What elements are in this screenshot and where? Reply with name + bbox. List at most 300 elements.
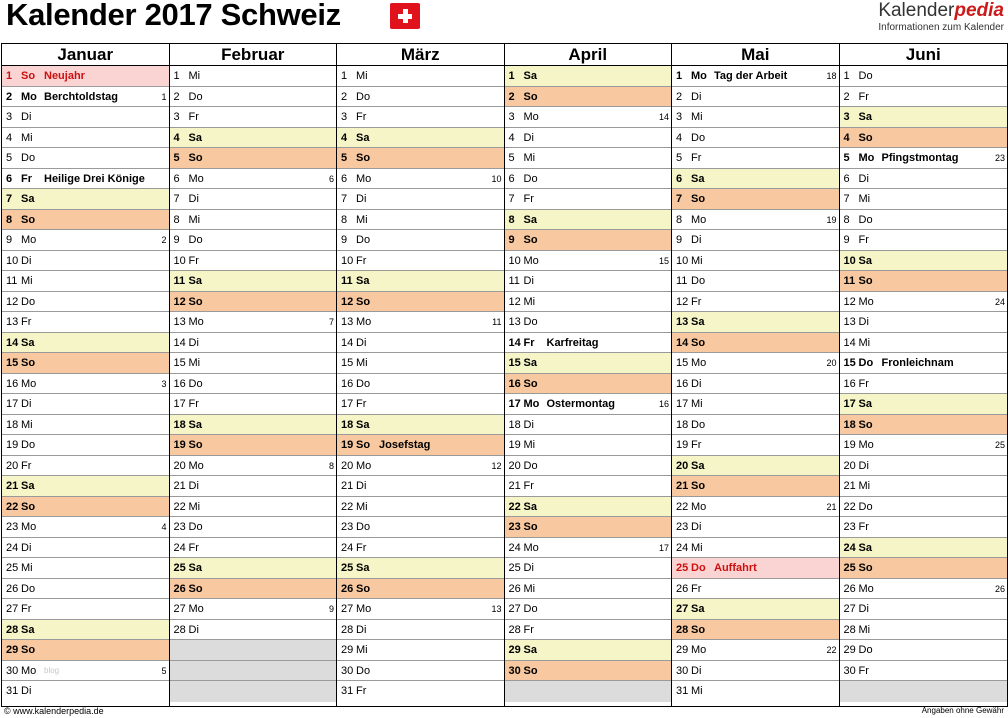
day-row — [2, 66, 169, 87]
weekday: Mo — [356, 603, 372, 615]
weekday: Di — [188, 623, 199, 636]
day-row — [2, 661, 169, 682]
holiday-name: Fronleichnam — [881, 357, 954, 369]
weekday: Sa — [356, 562, 370, 574]
day-number: 19 — [508, 439, 521, 451]
day-number: 6 — [843, 172, 850, 185]
weekday: Mo — [858, 295, 874, 308]
day-number: 3 — [173, 111, 180, 123]
day-row — [672, 558, 839, 579]
week-number: 21 — [826, 501, 837, 512]
weekday: Fr — [188, 254, 199, 267]
day-number: 13 — [173, 316, 186, 328]
weekday: Fr — [21, 459, 32, 472]
weekday: Fr — [356, 111, 367, 123]
day-row — [672, 517, 839, 538]
day-number: 24 — [676, 541, 689, 554]
day-number: 11 — [508, 275, 520, 287]
day-row — [337, 517, 504, 538]
weekday: Mi — [188, 500, 201, 513]
day-number: 7 — [173, 193, 180, 205]
day-number: 8 — [508, 213, 515, 226]
holiday-name: Ostermontag — [546, 398, 615, 410]
day-row — [170, 292, 337, 313]
day-number: 10 — [341, 254, 354, 267]
weekday: Di — [188, 193, 199, 205]
day-number: 15 — [508, 357, 521, 369]
day-row — [672, 681, 839, 702]
day-number: 7 — [508, 193, 515, 205]
day-row — [840, 271, 1008, 292]
weekday: Fr — [691, 439, 702, 451]
day-row — [170, 210, 337, 231]
weekday: Fr — [188, 541, 199, 554]
page-title: Kalender 2017 Schweiz — [6, 0, 341, 32]
copyright-link[interactable]: © www.kalenderpedia.de — [4, 706, 104, 716]
weekday: Mi — [21, 418, 33, 431]
day-row — [840, 353, 1008, 374]
day-row — [505, 312, 672, 333]
day-row — [2, 435, 169, 456]
holiday-name: Heilige Drei Könige — [44, 172, 145, 185]
weekday: Mo — [21, 234, 37, 246]
day-row — [337, 599, 504, 620]
weekday: Do — [858, 500, 873, 513]
weekday: Do — [356, 234, 371, 246]
weekday: Mi — [691, 398, 703, 410]
weekday: Mo — [691, 70, 707, 82]
day-row — [672, 148, 839, 169]
day-row — [505, 640, 672, 661]
day-row — [2, 189, 169, 210]
day-number: 21 — [173, 480, 186, 492]
weekday: Fr — [356, 685, 367, 697]
day-number: 4 — [508, 131, 515, 144]
weekday: Sa — [188, 131, 202, 144]
day-row — [505, 579, 672, 600]
day-number: 20 — [173, 459, 186, 472]
weekday: Mi — [858, 480, 871, 492]
weekday: Mo — [188, 459, 204, 472]
page-header — [0, 0, 1008, 42]
day-row — [672, 661, 839, 682]
day-number: 7 — [676, 193, 683, 205]
week-number: 20 — [826, 358, 837, 368]
day-row — [2, 374, 169, 395]
day-row — [672, 394, 839, 415]
empty-day-cell — [170, 681, 337, 702]
day-number: 1 — [508, 70, 515, 82]
day-number: 12 — [508, 295, 521, 308]
week-number: 16 — [658, 399, 669, 409]
weekday: Mi — [858, 193, 871, 205]
page-footer — [0, 705, 1008, 718]
day-number: 18 — [508, 418, 521, 431]
day-number: 27 — [173, 603, 186, 615]
holiday-name: Auffahrt — [714, 562, 757, 574]
weekday: Sa — [523, 500, 537, 513]
day-row — [2, 353, 169, 374]
day-row — [505, 271, 672, 292]
day-number: 29 — [676, 644, 689, 656]
weekday: Sa — [188, 562, 202, 574]
day-row — [337, 497, 504, 518]
day-number: 31 — [6, 685, 19, 697]
day-row — [840, 661, 1008, 682]
brand-prefix: Kalender — [878, 0, 955, 21]
day-number: 28 — [843, 623, 856, 636]
day-number: 15 — [6, 357, 19, 369]
weekday: Fr — [858, 521, 869, 533]
day-number: 16 — [676, 377, 689, 390]
day-row — [2, 128, 169, 149]
day-row — [337, 87, 504, 108]
day-number: 3 — [508, 111, 515, 123]
day-number: 2 — [508, 90, 515, 103]
weekday: Mi — [691, 685, 703, 697]
holiday-name: Josefstag — [379, 439, 431, 451]
day-number: 9 — [676, 234, 683, 246]
day-row — [505, 107, 672, 128]
day-row — [672, 210, 839, 231]
weekday: Do — [188, 234, 203, 246]
day-row — [170, 251, 337, 272]
day-number: 20 — [508, 459, 521, 472]
day-row — [505, 661, 672, 682]
day-number: 2 — [676, 90, 683, 103]
day-number: 14 — [843, 336, 856, 349]
day-row — [337, 620, 504, 641]
day-number: 10 — [676, 254, 689, 267]
weekday: Sa — [858, 254, 872, 267]
weekday: Do — [858, 357, 874, 369]
day-number: 5 — [173, 152, 180, 164]
day-row — [840, 230, 1008, 251]
weekday: Do — [523, 316, 538, 328]
week-number: 26 — [994, 583, 1005, 594]
day-number: 4 — [676, 131, 683, 144]
day-row — [170, 558, 337, 579]
day-row — [170, 456, 337, 477]
weekday: Fr — [523, 336, 535, 349]
weekday: Di — [691, 664, 702, 677]
day-number: 5 — [843, 152, 850, 164]
day-number: 3 — [341, 111, 348, 123]
weekday: Mo — [523, 254, 539, 267]
day-number: 10 — [843, 254, 856, 267]
weekday: Di — [21, 685, 32, 697]
weekday: Mo — [691, 213, 707, 226]
weekday: Sa — [188, 418, 202, 431]
day-number: 23 — [508, 521, 521, 533]
weekday: Fr — [858, 377, 869, 390]
day-number: 19 — [6, 439, 19, 451]
day-number: 15 — [843, 357, 856, 369]
day-number: 27 — [6, 603, 19, 615]
day-row — [840, 538, 1008, 559]
disclaimer: Angaben ohne Gewähr — [921, 706, 1004, 715]
day-number: 18 — [843, 418, 856, 431]
month-column-april — [505, 44, 673, 706]
day-row — [170, 189, 337, 210]
day-row — [337, 435, 504, 456]
day-number: 8 — [173, 213, 180, 226]
day-number: 6 — [676, 172, 683, 185]
weekday: Mo — [523, 541, 539, 554]
day-row — [505, 497, 672, 518]
weekday: Do — [691, 131, 706, 144]
weekday: Sa — [691, 172, 705, 185]
weekday: Mi — [356, 213, 368, 226]
weekday: Do — [691, 418, 706, 431]
empty-day-cell — [505, 681, 672, 702]
weekday: Do — [21, 152, 36, 164]
day-number: 12 — [843, 295, 856, 308]
day-number: 21 — [843, 480, 856, 492]
weekday: Mi — [188, 70, 201, 82]
day-number: 25 — [6, 562, 19, 574]
weekday: Mi — [356, 644, 368, 656]
weekday: Do — [691, 562, 706, 574]
weekday: So — [21, 644, 36, 656]
day-number: 29 — [508, 644, 521, 656]
week-number: 24 — [994, 296, 1005, 307]
day-number: 22 — [676, 500, 689, 513]
day-number: 18 — [6, 418, 19, 431]
weekday: Mi — [21, 275, 33, 287]
weekday: Mi — [523, 295, 536, 308]
day-number: 10 — [173, 254, 186, 267]
day-number: 12 — [341, 295, 354, 308]
weekday: Mi — [188, 357, 201, 369]
weekday: Mi — [21, 131, 33, 144]
day-row — [337, 579, 504, 600]
weekday: Mi — [858, 336, 871, 349]
day-row — [337, 107, 504, 128]
weekday: So — [691, 336, 706, 349]
day-number: 2 — [6, 90, 13, 103]
day-row — [505, 374, 672, 395]
week-number: 11 — [492, 317, 502, 327]
weekday: Mi — [691, 111, 703, 123]
weekday: Mo — [188, 172, 204, 185]
day-row — [840, 128, 1008, 149]
weekday: So — [858, 562, 873, 574]
day-row — [170, 87, 337, 108]
day-number: 11 — [6, 275, 18, 287]
day-row — [505, 353, 672, 374]
weekday: So — [523, 664, 538, 677]
weekday: So — [356, 582, 371, 595]
day-row — [505, 292, 672, 313]
day-row — [337, 230, 504, 251]
week-number: 23 — [994, 153, 1005, 163]
day-number: 4 — [341, 131, 348, 144]
day-row — [2, 456, 169, 477]
month-header: März — [337, 44, 504, 66]
day-number: 1 — [6, 70, 13, 82]
day-row — [840, 456, 1008, 477]
weekday: Di — [523, 131, 534, 144]
day-number: 10 — [508, 254, 521, 267]
weekday: Sa — [858, 111, 872, 123]
day-number: 28 — [508, 623, 521, 636]
day-number: 25 — [508, 562, 521, 574]
day-number: 16 — [843, 377, 856, 390]
week-number: 8 — [328, 460, 334, 471]
day-row — [840, 415, 1008, 436]
day-number: 14 — [676, 336, 689, 349]
day-number: 16 — [173, 377, 186, 390]
day-number: 13 — [6, 316, 19, 328]
day-row — [2, 271, 169, 292]
day-row — [170, 620, 337, 641]
weekday: Mo — [691, 644, 707, 656]
weekday: Sa — [188, 275, 202, 287]
day-number: 9 — [6, 234, 13, 246]
weekday: Di — [523, 275, 534, 287]
week-number: 15 — [658, 255, 669, 266]
day-row — [672, 189, 839, 210]
day-row — [840, 640, 1008, 661]
day-row — [2, 169, 169, 190]
weekday: Mo — [21, 664, 37, 677]
day-row — [840, 66, 1008, 87]
weekday: Mo — [858, 439, 874, 451]
day-row — [337, 456, 504, 477]
day-row — [170, 435, 337, 456]
holiday-name: Pfingstmontag — [881, 152, 959, 164]
month-column-februar — [170, 44, 338, 706]
day-row — [170, 148, 337, 169]
weekday: Do — [858, 70, 873, 82]
day-row — [672, 620, 839, 641]
weekday: Mi — [523, 582, 536, 595]
day-row — [337, 312, 504, 333]
weekday: Sa — [691, 459, 705, 472]
day-row — [2, 599, 169, 620]
day-row — [170, 599, 337, 620]
day-number: 28 — [6, 623, 19, 636]
weekday: Di — [21, 254, 32, 267]
month-column-januar — [2, 44, 170, 706]
week-number: 18 — [826, 71, 837, 81]
week-number: 5 — [161, 665, 167, 676]
day-number: 18 — [341, 418, 354, 431]
weekday: Fr — [188, 111, 199, 123]
day-row — [672, 538, 839, 559]
day-row — [840, 107, 1008, 128]
day-row — [2, 394, 169, 415]
day-row — [672, 251, 839, 272]
weekday: Sa — [523, 213, 537, 226]
week-number: 13 — [491, 604, 502, 614]
day-row — [505, 230, 672, 251]
day-row — [840, 476, 1008, 497]
day-list — [170, 66, 337, 706]
day-number: 1 — [676, 70, 683, 82]
day-row — [337, 538, 504, 559]
weekday: Di — [356, 336, 367, 349]
weekday: Do — [21, 439, 36, 451]
day-row — [505, 620, 672, 641]
day-number: 23 — [843, 521, 856, 533]
day-row — [672, 599, 839, 620]
day-number: 26 — [6, 582, 19, 595]
day-number: 25 — [843, 562, 856, 574]
day-list — [505, 66, 672, 706]
week-number: 14 — [658, 112, 669, 122]
day-row — [505, 87, 672, 108]
day-row — [840, 87, 1008, 108]
weekday: Mi — [858, 623, 871, 636]
weekday: Sa — [523, 70, 537, 82]
day-row — [672, 128, 839, 149]
day-row — [170, 230, 337, 251]
weekday: So — [858, 131, 873, 144]
weekday: Fr — [523, 623, 534, 636]
empty-day-cell — [170, 661, 337, 682]
weekday: Do — [523, 172, 538, 185]
day-number: 1 — [843, 70, 850, 82]
day-number: 26 — [843, 582, 856, 595]
day-number: 24 — [508, 541, 521, 554]
month-column-juni — [840, 44, 1008, 706]
weekday: Fr — [691, 582, 702, 595]
empty-day-cell — [170, 640, 337, 661]
holiday-name: Neujahr — [44, 70, 85, 82]
weekday: Fr — [356, 254, 367, 267]
day-number: 25 — [341, 562, 354, 574]
weekday: So — [356, 295, 371, 308]
weekday: Di — [21, 111, 32, 123]
weekday: Fr — [858, 664, 869, 677]
day-row — [337, 374, 504, 395]
weekday: Sa — [691, 603, 705, 615]
weekday: So — [356, 439, 371, 451]
week-number: 12 — [491, 460, 502, 471]
brand-logo[interactable] — [878, 0, 1004, 34]
day-number: 7 — [6, 193, 13, 205]
day-number: 20 — [341, 459, 354, 472]
day-number: 17 — [341, 398, 354, 410]
weekday: Mi — [523, 152, 536, 164]
weekday: Fr — [858, 90, 869, 103]
day-number: 27 — [508, 603, 521, 615]
week-number: 7 — [328, 317, 334, 327]
day-number: 29 — [843, 644, 856, 656]
day-row — [672, 312, 839, 333]
day-number: 22 — [6, 500, 19, 513]
day-number: 17 — [676, 398, 689, 410]
weekday: Mi — [356, 357, 368, 369]
day-row — [337, 353, 504, 374]
day-row — [2, 210, 169, 231]
weekday: Fr — [858, 234, 869, 246]
weekday: Di — [21, 541, 32, 554]
day-row — [840, 312, 1008, 333]
day-number: 15 — [676, 357, 689, 369]
day-number: 13 — [843, 316, 856, 328]
day-number: 20 — [6, 459, 19, 472]
weekday: Sa — [523, 644, 537, 656]
day-row — [672, 415, 839, 436]
day-number: 13 — [676, 316, 689, 328]
day-number: 2 — [173, 90, 180, 103]
day-number: 23 — [173, 521, 186, 533]
day-number: 5 — [676, 152, 683, 164]
weekday: Mi — [691, 541, 703, 554]
